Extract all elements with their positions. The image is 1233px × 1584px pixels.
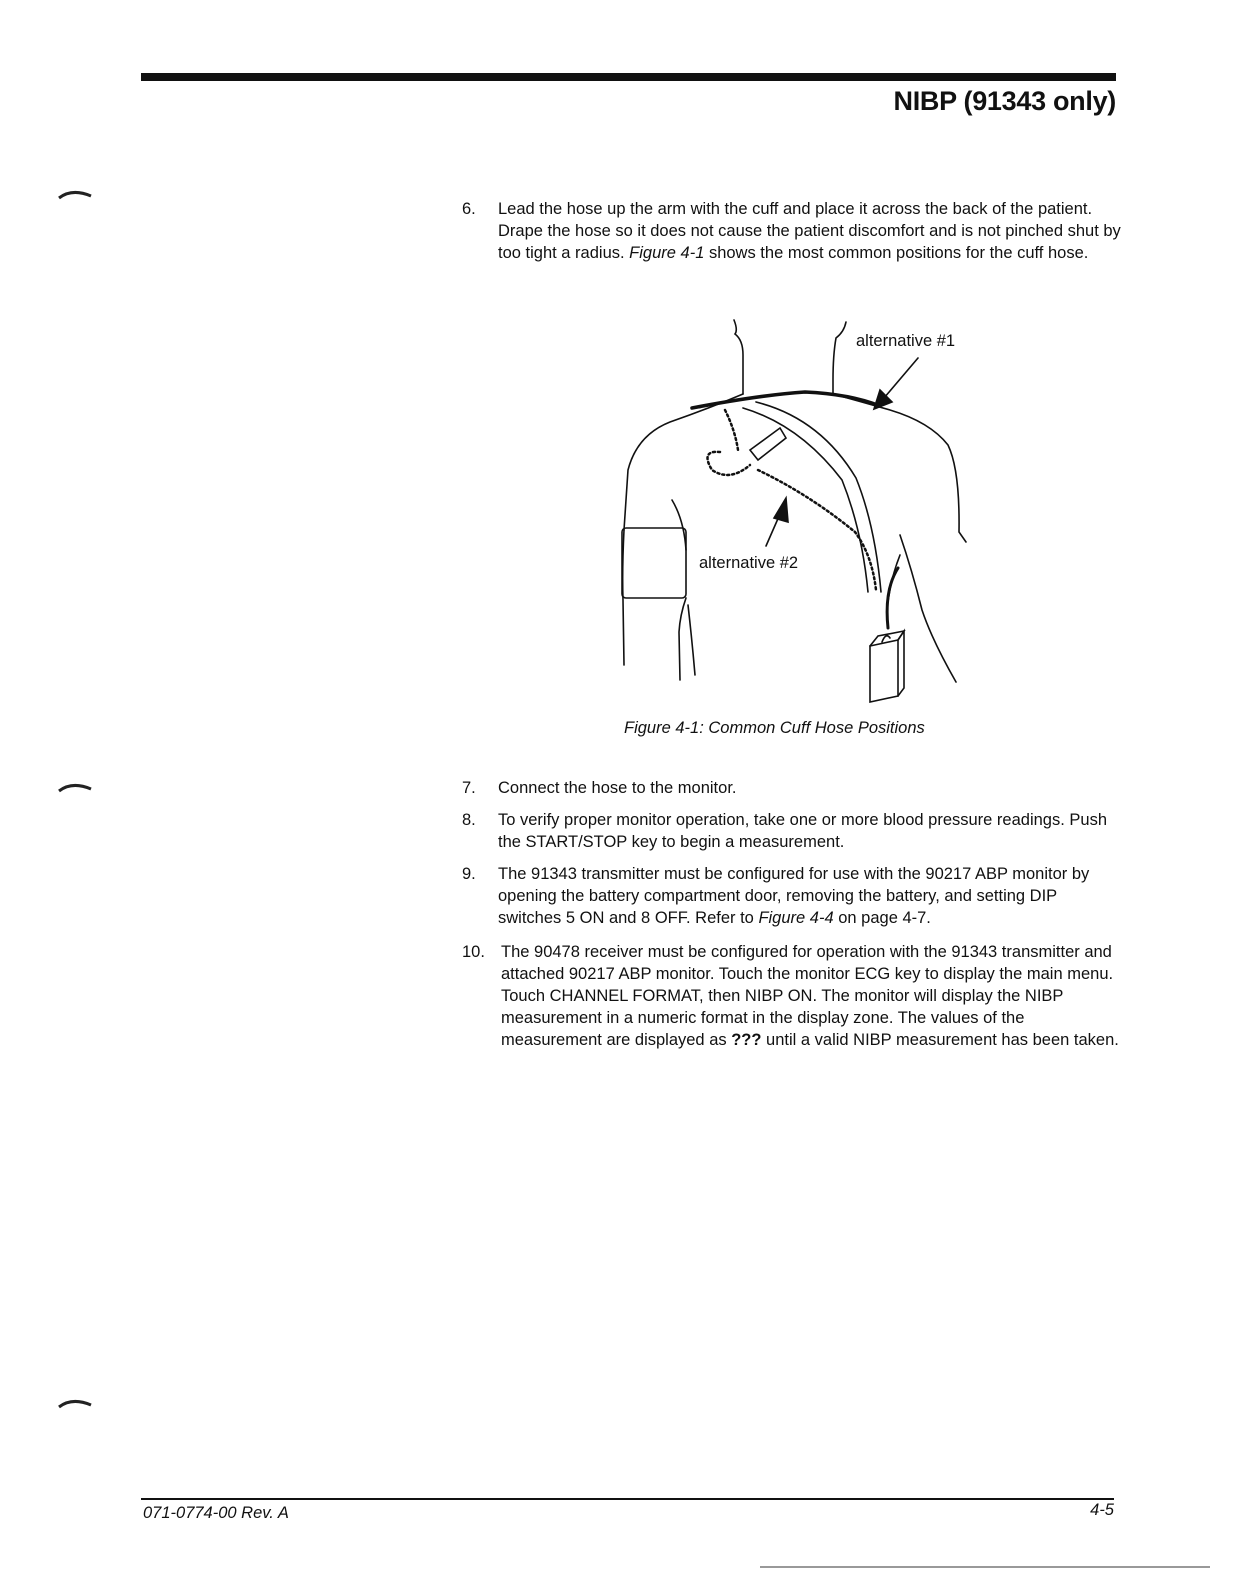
step-number: 10. [462, 943, 485, 961]
placeholder-value: ??? [731, 1031, 762, 1049]
step-number: 7. [462, 779, 476, 797]
step-text: To verify proper monitor operation, take one or more blood pressure readings. Push the START/STOP key to begin a measurement. [498, 811, 1107, 851]
step-6 [462, 198, 1122, 264]
hole-punch-mark [58, 783, 92, 793]
figure-caption: Figure 4-1: Common Cuff Hose Positions [624, 719, 925, 737]
step-number: 6. [462, 200, 476, 218]
callout-alternative-1: alternative #1 [856, 332, 956, 350]
footer-rule [141, 1498, 1114, 1500]
figure-reference: Figure 4-1 [629, 244, 705, 262]
step-8 [462, 809, 1122, 853]
step-7 [462, 777, 1122, 799]
page-title: NIBP (91343 only) [893, 86, 1116, 116]
step-number: 8. [462, 811, 476, 829]
callout-alternative-2: alternative #2 [699, 554, 799, 572]
document-number: 071-0774-00 Rev. A [143, 1504, 289, 1522]
cuff-hose-figure [600, 310, 1000, 715]
hole-punch-mark [58, 1399, 92, 1409]
step-10 [462, 941, 1122, 1051]
header-rule [141, 73, 1116, 81]
step-9 [462, 863, 1122, 929]
step-text: Connect the hose to the monitor. [498, 779, 737, 797]
page-number: 4-5 [1090, 1501, 1114, 1519]
step-text: The 91343 transmitter must be configured for use with the 90217 ABP monitor by opening the battery compartment door, removing the battery, and setting DIP switches 5 ON and 8 OFF. Refer to Figure 4-4 on page 4-7. [498, 865, 1090, 927]
hole-punch-mark [58, 190, 92, 200]
step-text: The 90478 receiver must be configured for operation with the 91343 transmitter and attached 90217 ABP monitor. Touch the monitor ECG key to display the main menu. Touch CHANNEL FORMAT, then NIBP ON. The monitor will display the NIBP measurement in a numeric format in the display zone. The values of the measurement are displayed as ??? until a valid NIBP measurement has been taken. [501, 943, 1119, 1049]
figure-reference: Figure 4-4 [758, 909, 834, 927]
step-number: 9. [462, 865, 476, 883]
torso-illustration [600, 310, 1000, 715]
scan-edge-line [760, 1566, 1210, 1568]
step-text: Lead the hose up the arm with the cuff and place it across the back of the patient. Drape the hose so it does not cause the patient discomfort and is not pinched shut by too tight a radius. Figure 4-1 shows the most common positions for the cuff hose. [498, 200, 1121, 262]
